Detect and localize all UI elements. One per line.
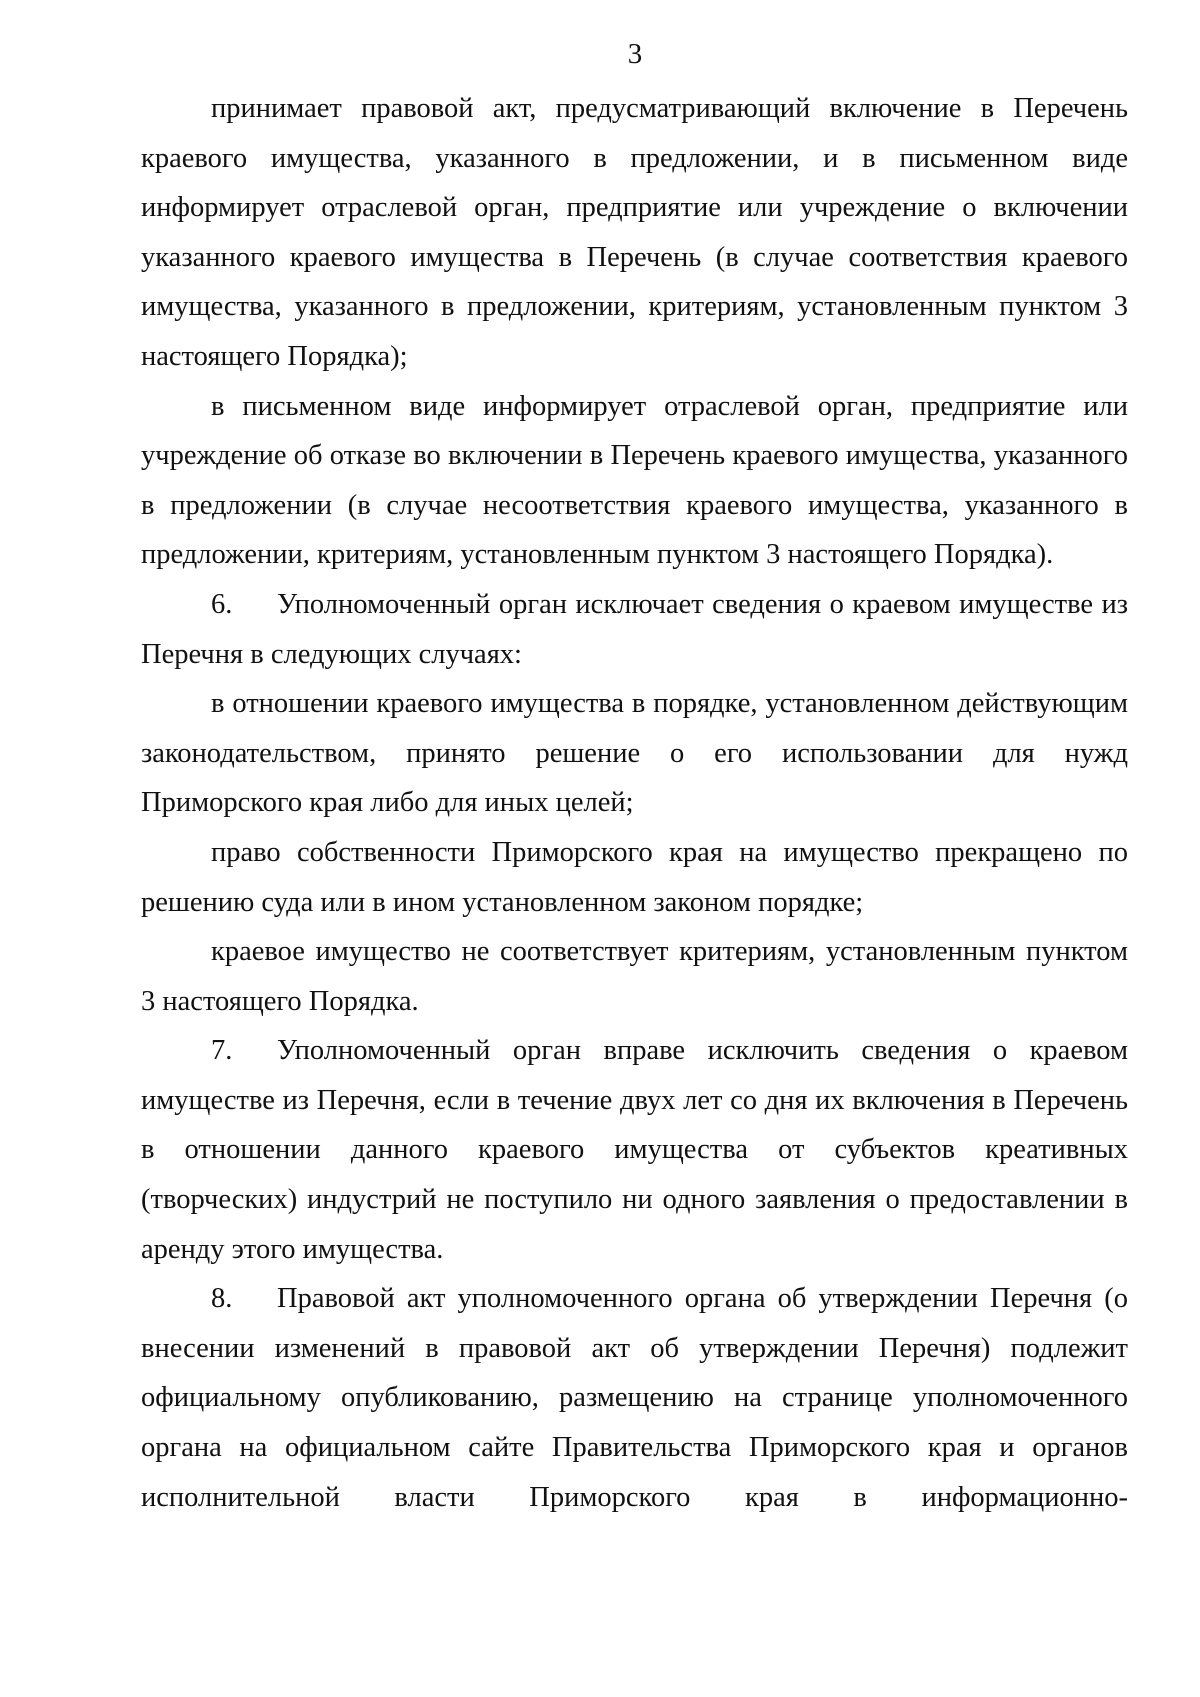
clause-number: 8. bbox=[211, 1283, 233, 1315]
numbered-paragraph bbox=[141, 580, 1128, 679]
document-body bbox=[141, 84, 1128, 1522]
paragraph-text: Уполномоченный орган исключает сведения о краевом имуществе из Перечня в следующих случаях: bbox=[141, 588, 1128, 670]
clause-number: 7. bbox=[211, 1035, 233, 1067]
clause-number: 6. bbox=[211, 588, 233, 620]
paragraph-text: принимает правовой акт, предусматривающий включение в Перечень краевого имущества, указанного в предложении, и в письменном виде информирует отраслевой орган, предприятие или учреждение о включении указанного краевого имущества в Перечень (в случае соответствия краевого имущества, указанного в предложении, критериям, установленным пунктом 3 настоящего Порядка); bbox=[141, 93, 1128, 372]
paragraph-text: право собственности Приморского края на имущество прекращено по решению суда или в ином установленном законом порядке; bbox=[141, 836, 1128, 918]
numbered-paragraph bbox=[141, 1026, 1128, 1274]
paragraph-text: в письменном виде информирует отраслевой орган, предприятие или учреждение об отказе во включении в Перечень краевого имущества, указанного в предложении (в случае несоответствия краевого имущества, указанного в предложении, критериям, установленным пунктом 3 настоящего Порядка). bbox=[141, 390, 1128, 571]
page-number: 3 bbox=[627, 38, 643, 70]
paragraph bbox=[141, 828, 1128, 927]
paragraph-text: Уполномоченный орган вправе исключить сведения о краевом имуществе из Перечня, если в течение двух лет со дня их включения в Перечень в отношении данного краевого имущества от субъектов креативных (творческих) индустрий не поступило ни одного заявления о предоставлении в аренду этого имущества. bbox=[141, 1035, 1128, 1265]
paragraph bbox=[141, 927, 1128, 1026]
numbered-paragraph bbox=[141, 1274, 1128, 1522]
paragraph bbox=[141, 679, 1128, 828]
paragraph bbox=[141, 84, 1128, 382]
paragraph-text: Правовой акт уполномоченного органа об утверждении Перечня (о внесении изменений в правовой акт об утверждении Перечня) подлежит официальному опубликованию, размещению на странице уполномоченного органа на официальном сайте Правительства Приморского края и органов исполнительной власти Приморского края в информационно- bbox=[141, 1283, 1128, 1513]
paragraph bbox=[141, 382, 1128, 580]
paragraph-text: в отношении краевого имущества в порядке, установленном действующим законодательством, принято решение о его использовании для нужд Приморского края либо для иных целей; bbox=[141, 688, 1128, 819]
paragraph-text: краевое имущество не соответствует критериям, установленным пунктом 3 настоящего Порядка. bbox=[141, 936, 1128, 1017]
